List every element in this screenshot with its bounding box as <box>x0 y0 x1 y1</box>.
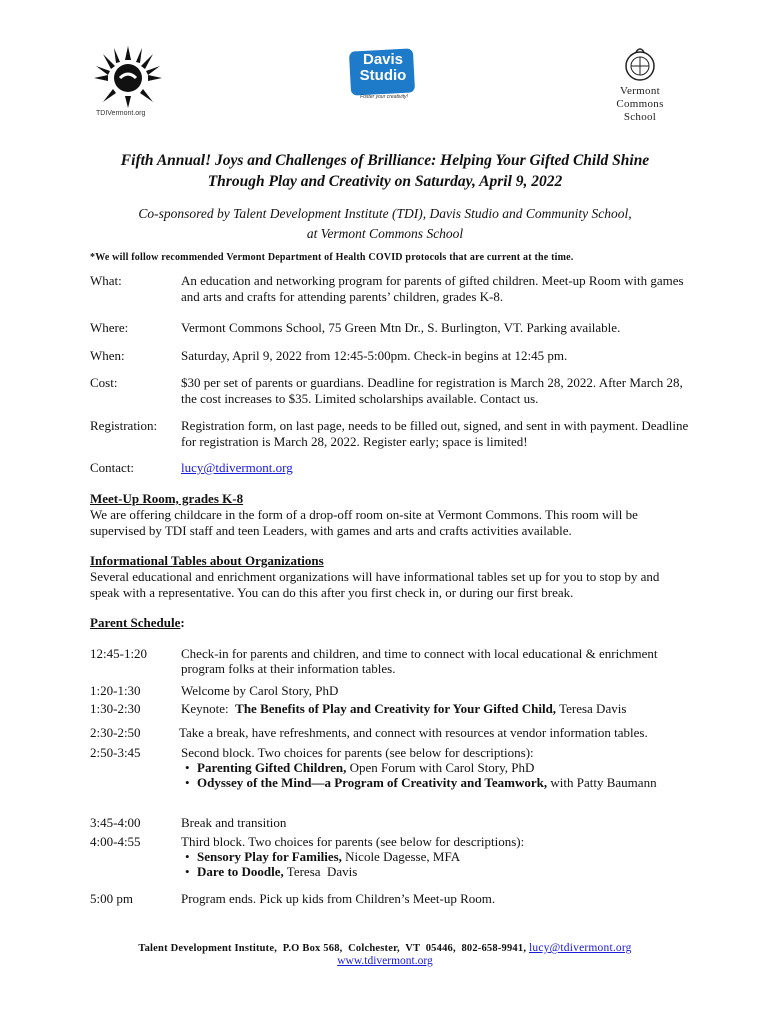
detail-label-contact: Contact: <box>90 460 135 475</box>
meetup-text: We are offering childcare in the form of a drop-off room on-site at Vermont Commons. This room will be supervised by TDI staff and teen Leaders, with games and arts and crafts activities available. <box>90 507 638 538</box>
schedule-time: 12:45-1:20 <box>90 646 148 661</box>
cosponsor-line2: at Vermont Commons School <box>306 226 464 241</box>
session-presenter: with Patty Baumann <box>547 775 657 790</box>
detail-label-registration: Registration: <box>90 418 158 433</box>
keynote-speaker: Teresa Davis <box>556 701 627 716</box>
session-option <box>197 864 697 879</box>
schedule-time: 1:20-1:30 <box>90 683 141 698</box>
tables-text: Several educational and enrichment organizations will have informational tables set up for you to stop by and speak with a representative. You can do this after you first check in, or during our first break. <box>90 569 660 600</box>
detail-label-what: What: <box>90 273 122 288</box>
vcs-logo <box>600 46 680 126</box>
page-title-line1: Fifth Annual! Joys and Challenges of Brilliance: Helping Your Gifted Child Shine <box>120 152 650 169</box>
schedule-desc: Program ends. Pick up kids from Children’s Meet-up Room. <box>181 891 496 906</box>
detail-value-where: Vermont Commons School, 75 Green Mtn Dr., S. Burlington, VT. Parking available. <box>181 320 621 335</box>
schedule-time: 2:50-3:45 <box>90 745 141 760</box>
tables-heading: Informational Tables about Organizations <box>90 553 324 568</box>
keynote-prefix: Keynote: <box>181 701 236 716</box>
session-option <box>197 760 697 775</box>
footer-email-link[interactable]: lucy@tdivermont.org <box>528 942 632 954</box>
covid-note: *We will follow recommended Vermont Department of Health COVID protocols that are current at the time. <box>90 252 574 263</box>
footer-address <box>60 942 710 954</box>
detail-value-when: Saturday, April 9, 2022 from 12:45-5:00pm. Check-in begins at 12:45 pm. <box>181 348 568 363</box>
detail-value-cost: $30 per set of parents or guardians. Deadline for registration is March 28, 2022. After March 28, the cost increases to $35. Limited scholarships available. Contact us. <box>181 375 683 406</box>
schedule-desc: Take a break, have refreshments, and connect with resources at vendor information tables. <box>179 725 648 740</box>
davis-logo-line2: Studio <box>359 67 407 84</box>
schedule-heading-text: Parent Schedule <box>90 615 181 630</box>
schedule-time: 3:45-4:00 <box>90 815 141 830</box>
session-presenter: Open Forum with Carol Story, PhD <box>346 760 535 775</box>
davis-logo-line1: Davis <box>362 51 404 68</box>
session-title: Odyssey of the Mind—a Program of Creativity and Teamwork, <box>197 775 548 790</box>
schedule-heading-colon: : <box>180 615 185 630</box>
detail-value-registration: Registration form, on last page, needs to be filled out, signed, and sent in with payment. Deadline for registration is March 28, 2022. Register early; space is limited! <box>181 418 689 449</box>
schedule-time: 4:00-4:55 <box>90 834 141 849</box>
schedule-time: 5:00 pm <box>90 891 133 906</box>
footer-website-link[interactable]: www.tdivermont.org <box>337 955 433 967</box>
davis-studio-logo <box>350 50 416 104</box>
detail-label-when: When: <box>90 348 125 363</box>
keynote-title: The Benefits of Play and Creativity for Your Gifted Child, <box>235 701 557 716</box>
cosponsor-line1: Co-sponsored by Talent Development Institute (TDI), Davis Studio and Community School, <box>138 206 632 221</box>
schedule-time: 1:30-2:30 <box>90 701 141 716</box>
session-title: Dare to Doodle, <box>197 864 284 879</box>
tdi-logo-text: TDIVermont.org <box>96 110 146 117</box>
session-title: Parenting Gifted Children, <box>197 760 347 775</box>
schedule-heading <box>90 615 185 631</box>
vcs-logo-line1: Vermont <box>620 85 660 97</box>
schedule-desc: Check-in for parents and children, and time to connect with local educational & enrichment program folks at their information tables. <box>181 646 658 676</box>
session-title: Sensory Play for Families, <box>197 849 342 864</box>
session-presenter: Teresa Davis <box>283 864 358 879</box>
davis-logo-tagline: Foster your creativity! <box>360 94 408 100</box>
detail-label-where: Where: <box>90 320 129 335</box>
session-option <box>197 775 667 790</box>
schedule-desc: Welcome by Carol Story, PhD <box>181 683 339 698</box>
schedule-desc: Third block. Two choices for parents (see below for descriptions): <box>181 834 525 849</box>
session-option <box>197 849 697 864</box>
schedule-time: 2:30-2:50 <box>90 725 141 740</box>
vcs-emblem-icon <box>600 46 680 84</box>
contact-email-link[interactable]: lucy@tdivermont.org <box>181 460 293 475</box>
detail-value-what: An education and networking program for parents of gifted children. Meet-up Room with games and arts and crafts for attending parents’ children, grades K-8. <box>181 273 684 304</box>
session-presenter: Nicole Dagesse, MFA <box>341 849 461 864</box>
schedule-desc-keynote <box>181 701 701 716</box>
page-title-line2: Through Play and Creativity on Saturday, April 9, 2022 <box>207 173 563 190</box>
sun-icon <box>88 44 168 108</box>
meetup-heading: Meet-Up Room, grades K-8 <box>90 491 244 506</box>
vcs-logo-line3: School <box>623 111 657 123</box>
schedule-desc: Break and transition <box>181 815 287 830</box>
tdi-logo <box>88 44 168 122</box>
schedule-desc: Second block. Two choices for parents (see below for descriptions): <box>181 745 534 760</box>
footer-address-text: Talent Development Institute, P.O Box 568, Colchester, VT 05446, 802-658-9941, <box>138 943 527 954</box>
vcs-logo-line2: Commons <box>616 98 664 110</box>
detail-label-cost: Cost: <box>90 375 118 390</box>
footer-website <box>60 955 710 967</box>
